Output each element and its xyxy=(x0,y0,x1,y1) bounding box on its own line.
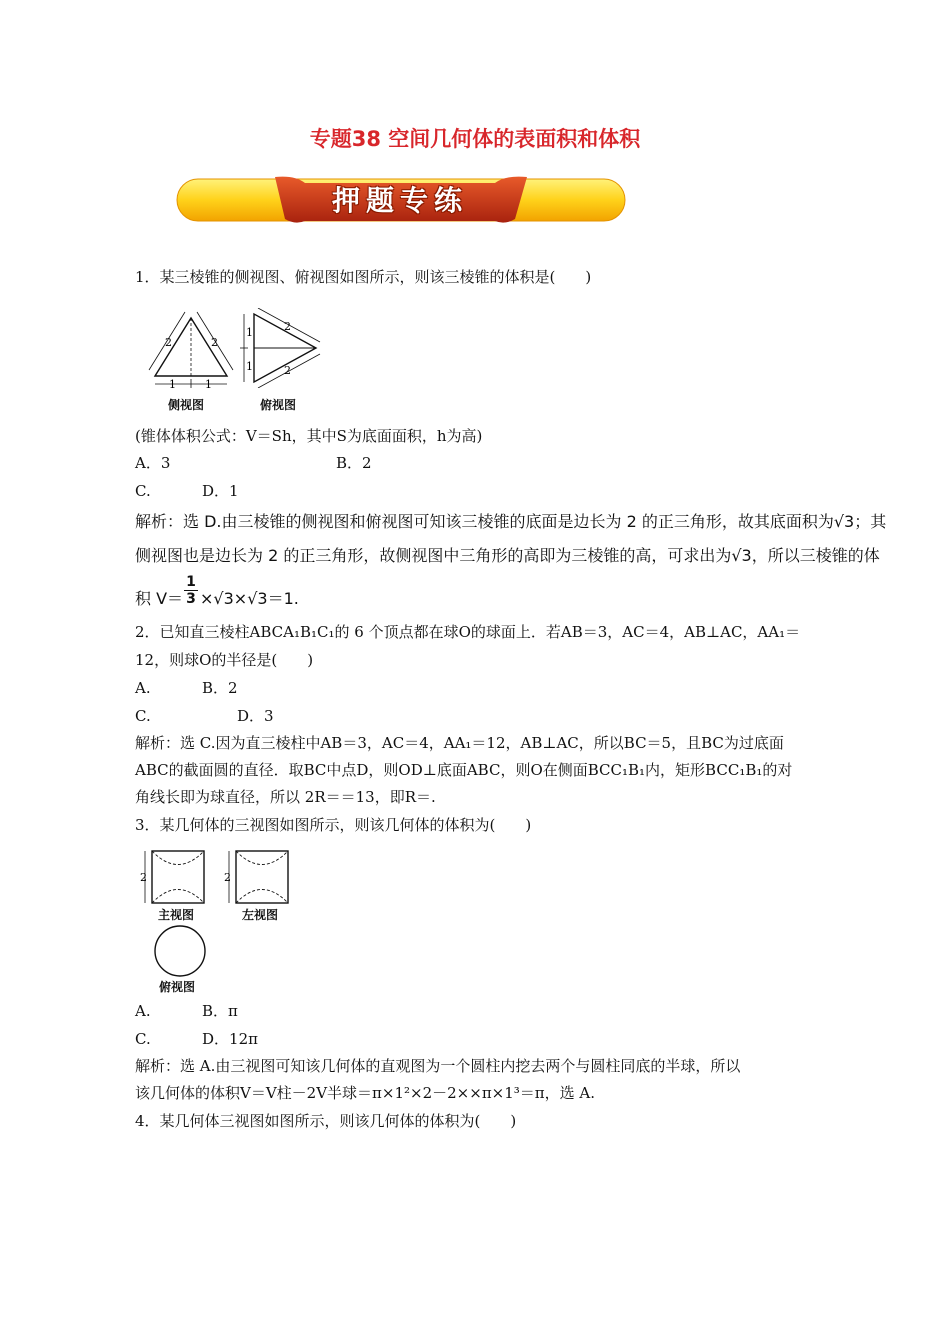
q1-solution-line-3b: ×√3×√3＝1. xyxy=(200,589,299,608)
q3-option-a: A. xyxy=(135,1002,151,1020)
q3-stem: 3．某几何体的三视图如图所示，则该几何体的体积为( ) xyxy=(135,816,532,834)
q1-formula-note: (锥体体积公式：V＝Sh，其中S为底面面积，h为高) xyxy=(135,427,483,445)
q1-option-b: B．2 xyxy=(336,454,372,472)
q4-stem: 4．某几何体三视图如图所示，则该几何体的体积为( ) xyxy=(135,1112,517,1130)
q1-stem: 1．某三棱锥的侧视图、俯视图如图所示，则该三棱锥的体积是( ) xyxy=(135,268,592,286)
q3-solution-line-1: 解析：选 A.由三视图可知该几何体的直观图为一个圆柱内挖去两个与圆柱同底的半球，所以 xyxy=(135,1057,741,1075)
q3-top-view-figure xyxy=(152,925,208,979)
q1-fraction-numerator: 1 xyxy=(186,574,196,590)
q1-top-label-upper-two: 2 xyxy=(284,320,291,333)
q1-side-view-figure xyxy=(145,308,237,390)
q1-option-c: C. xyxy=(135,482,151,500)
q1-solution-line-3a: 积 V＝ xyxy=(135,589,184,608)
q1-option-d: D．1 xyxy=(202,482,239,500)
q1-top-label-lower-one: 1 xyxy=(246,360,253,373)
q2-option-b: B．2 xyxy=(202,679,238,697)
q1-top-label-upper-one: 1 xyxy=(246,326,253,339)
q2-solution-line-2: ABC的截面圆的直径．取BC中点D，则OD⊥底面ABC，则O在侧面BCC₁B₁内，矩形BCC₁B₁的对 xyxy=(135,761,793,779)
q1-fraction xyxy=(184,574,198,607)
page-title: 专题38 空间几何体的表面积和体积 xyxy=(309,127,641,151)
q1-side-label-base-right: 1 xyxy=(205,378,212,390)
q3-front-caption: 主视图 xyxy=(158,908,195,922)
q3-option-d: D．12π xyxy=(202,1030,258,1048)
q2-solution-line-3: 角线长即为球直径，所以 2R＝＝13，即R＝. xyxy=(135,788,436,806)
q1-top-caption: 俯视图 xyxy=(260,398,297,412)
q1-side-label-base-left: 1 xyxy=(169,378,176,390)
q1-fraction-denominator: 3 xyxy=(184,590,198,607)
q1-option-a: A．3 xyxy=(135,454,171,472)
q2-solution-line-1: 解析：选 C.因为直三棱柱中AB＝3，AC＝4，AA₁＝12，AB⊥AC，所以BC＝5，且BC为过底面 xyxy=(135,734,784,752)
q2-option-d: D．3 xyxy=(237,707,274,725)
q3-top-caption: 俯视图 xyxy=(159,980,196,994)
q1-side-label-left: 2 xyxy=(165,336,172,349)
q1-side-caption: 侧视图 xyxy=(168,398,205,412)
q3-option-b: B．π xyxy=(202,1002,238,1020)
q1-solution-line-1: 解析：选 D.由三棱锥的侧视图和俯视图可知该三棱锥的底面是边长为 2 的正三角形，故其底面积为√3；其 xyxy=(135,512,887,531)
q2-option-c: C. xyxy=(135,707,151,725)
q3-solution-line-2: 该几何体的体积V＝V柱－2V半球＝π×1²×2－2××π×1³＝π，选 A. xyxy=(135,1084,596,1102)
q2-stem-line-2: 12，则球O的半径是( ) xyxy=(135,651,314,669)
q2-option-a: A. xyxy=(135,679,151,697)
q1-solution-line-2: 侧视图也是边长为 2 的正三角形，故侧视图中三角形的高即为三棱锥的高，可求出为√3，所以三棱锥的体 xyxy=(135,546,880,565)
banner-label: 押题专练 xyxy=(331,184,468,217)
q1-top-label-lower-two: 2 xyxy=(284,364,291,377)
q3-left-label: 2 xyxy=(224,871,231,884)
q3-option-c: C. xyxy=(135,1030,151,1048)
q1-side-label-right: 2 xyxy=(211,336,218,349)
q1-top-view-figure xyxy=(238,308,326,388)
q3-left-caption: 左视图 xyxy=(242,908,279,922)
q3-front-label: 2 xyxy=(140,871,147,884)
q3-left-view-figure xyxy=(224,848,292,906)
q3-front-view-figure xyxy=(140,848,208,906)
q2-stem-line-1: 2．已知直三棱柱ABCA₁B₁C₁的 6 个顶点都在球O的球面上．若AB＝3，AC＝4，AB⊥AC，AA₁＝ xyxy=(135,623,801,641)
